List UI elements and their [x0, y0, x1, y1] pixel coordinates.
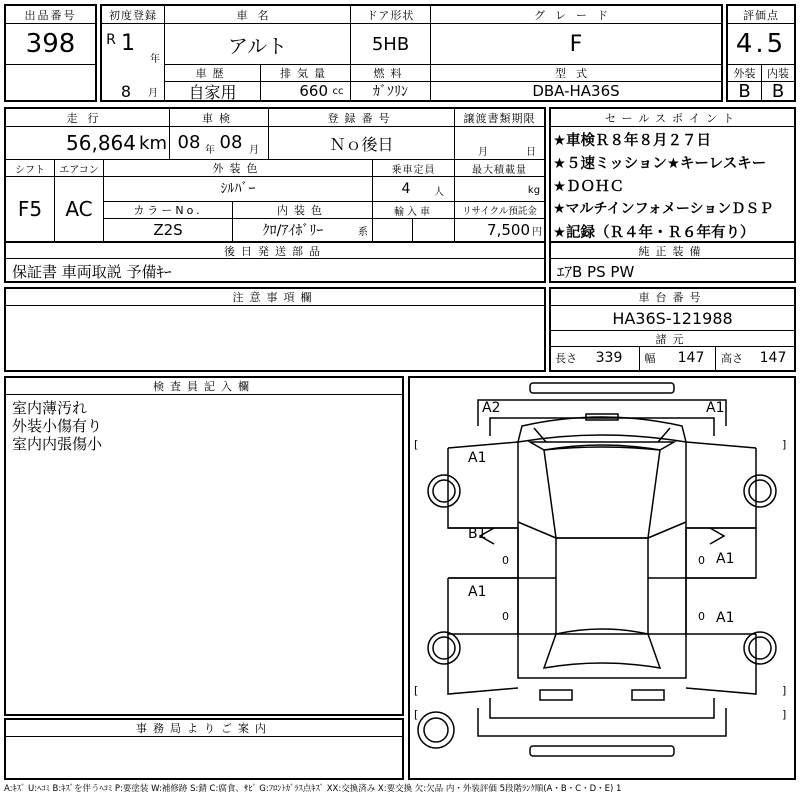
height: 147 — [759, 350, 787, 366]
inspect-label: 車検 — [170, 109, 268, 126]
bracket-right: ] — [782, 684, 787, 697]
sales-point: ★記録（Ｒ４年・Ｒ６年有り） — [553, 225, 755, 241]
shift-label: シフト — [15, 164, 45, 176]
capacity: 4 — [401, 181, 411, 197]
equipment: ｴｱB PS PW — [557, 263, 635, 281]
zero-mark: 0 — [502, 554, 509, 567]
vehicle-info-box — [4, 107, 546, 243]
width-label: 幅 — [644, 352, 656, 365]
displacement: 660 — [299, 82, 328, 100]
recycle-label: リサイクル預託金 — [462, 206, 537, 217]
transfer-month: 月 — [478, 146, 488, 158]
equipment-box — [549, 241, 796, 283]
inspector-note: 室内薄汚れ — [12, 399, 88, 417]
grade: F — [569, 31, 583, 57]
width: 147 — [677, 350, 705, 366]
shift: F5 — [17, 197, 43, 221]
int-grade: B — [771, 80, 785, 102]
exterior-color: ｼﾙﾊﾞｰ — [220, 181, 256, 197]
first-reg-year: 1 — [121, 30, 135, 56]
colorno-label: カラーNo. — [104, 202, 232, 218]
lot-box — [4, 4, 97, 102]
disp-label: 排気量 — [261, 65, 350, 81]
interior-label: 内装色 — [233, 202, 372, 218]
inspector-label: 検査員記入欄 — [6, 378, 402, 394]
name-label: 車名 — [165, 6, 350, 23]
door-type: 5HB — [371, 33, 410, 55]
damage-mark: A1 — [468, 584, 487, 600]
recycle-unit: 円 — [532, 226, 542, 238]
damage-mark: A2 — [482, 400, 501, 416]
sales-label: セールスポイント — [551, 109, 794, 126]
inspector-note: 外装小傷有り — [12, 417, 103, 435]
zero-mark: 0 — [698, 554, 705, 567]
mileage-label: 走行 — [6, 109, 169, 126]
reg-number: Ｎｏ後日 — [329, 134, 394, 154]
mileage: 56,864 — [66, 131, 136, 155]
later-parts-label: 後日発送部品 — [6, 243, 544, 258]
sales-points-box — [549, 107, 796, 243]
load-label: 最大積載量 — [472, 164, 527, 176]
bracket-left: [ — [414, 438, 419, 451]
first-reg-era: R — [106, 32, 116, 48]
later-parts: 保証書 車両取説 予備ｷｰ — [12, 263, 172, 281]
damage-mark: A1 — [716, 551, 735, 567]
interior-color: ｸﾛ/ｱｲﾎﾞﾘｰ — [262, 223, 324, 239]
ac: AC — [65, 197, 93, 221]
fuel-label: 燃料 — [351, 65, 430, 81]
damage-mark: A1 — [716, 610, 735, 626]
bracket-left: [ — [414, 708, 419, 721]
notes-label: 注意事項欄 — [6, 289, 544, 305]
bracket-left: [ — [414, 684, 419, 697]
model: DBA-HA36S — [532, 82, 620, 100]
inspect-year: 08 — [177, 131, 201, 153]
mileage-unit: km — [139, 132, 167, 154]
zero-mark: 0 — [502, 610, 509, 623]
chassis-box — [549, 287, 796, 372]
length: 339 — [595, 350, 623, 366]
history-label: 車歴 — [165, 65, 260, 81]
ac-label: エアコン — [59, 164, 99, 176]
ext-grade: B — [738, 80, 751, 102]
height-label: 高さ — [721, 352, 743, 365]
grade-label: グレード — [431, 6, 721, 23]
inspect-month: 08 — [219, 131, 243, 153]
capacity-label: 乗車定員 — [391, 164, 436, 176]
damage-mark: A1 — [468, 450, 487, 466]
dims-label: 諸元 — [551, 331, 794, 346]
bracket-right: ] — [782, 708, 787, 721]
first-reg-label: 初度登録 — [102, 6, 164, 23]
inspect-month-unit: 月 — [249, 144, 259, 156]
damage-diagram-box — [408, 376, 796, 780]
ext-label: 外装 — [728, 65, 761, 81]
score-label: 評価点 — [728, 6, 794, 23]
interior-unit: 系 — [358, 226, 368, 238]
later-parts-box — [4, 241, 546, 283]
damage-mark: B1 — [468, 526, 487, 542]
lot-label: 出品番号 — [6, 6, 95, 23]
office-box — [4, 718, 404, 780]
sales-point: ★５速ミッション★キーレスキー — [553, 156, 767, 172]
damage-legend: A:ｷｽﾞ U:ﾍｺﾐ B:ｷｽﾞを伴うﾍｺﾐ P:要塗装 W:補修跡 S:錆 C:腐食、ｻﾋﾞ G:ﾌﾛﾝﾄｶﾞﾗｽ点ｷｽﾞ XX:交換済み X:要交換 欠:欠品 内・外装評価 5段階ﾗﾝｸ順(A・B・C・D・E) 1 — [4, 784, 622, 794]
transfer-day: 日 — [526, 146, 536, 158]
score: 4.5 — [735, 29, 787, 59]
history: 自家用 — [188, 82, 237, 102]
int-label: 内装 — [762, 65, 794, 81]
import-label: 輸入車 — [394, 206, 433, 218]
sales-point: ★車検Ｒ８年８月２７日 — [553, 133, 711, 149]
main-header-box — [100, 4, 723, 102]
length-label: 長さ — [555, 352, 577, 365]
first-reg-month: 8 — [120, 81, 132, 101]
car-name: アルト — [227, 33, 288, 58]
capacity-unit: 人 — [434, 186, 444, 198]
notes-box — [4, 287, 546, 372]
sales-point: ★マルチインフォメーションＤＳＰ — [553, 201, 774, 217]
recycle-fee: 7,500 — [487, 221, 530, 239]
color-number: Z2S — [153, 221, 183, 239]
chassis-label: 車台番号 — [551, 289, 794, 305]
month-unit: 月 — [148, 87, 158, 99]
model-label: 型式 — [431, 65, 721, 81]
zero-mark: 0 — [698, 610, 705, 623]
disp-unit: cc — [332, 85, 344, 97]
score-box — [726, 4, 796, 102]
regno-label: 登録番号 — [269, 109, 454, 126]
fuel: ｶﾞｿﾘﾝ — [373, 84, 408, 100]
car-diagram — [410, 378, 794, 778]
chassis-number: HA36S-121988 — [612, 308, 733, 328]
bracket-right: ] — [782, 438, 787, 451]
load-unit: kg — [527, 184, 541, 196]
sales-point: ★ＤＯＨＣ — [553, 179, 624, 195]
transfer-label: 譲渡書類期限 — [455, 109, 544, 126]
lot-number: 398 — [25, 29, 76, 59]
damage-mark: A1 — [706, 400, 725, 416]
office-label: 事務局よりご案内 — [6, 720, 402, 736]
inspect-year-unit: 年 — [205, 144, 215, 156]
color-label: 外装色 — [104, 160, 372, 176]
inspector-box — [4, 376, 404, 716]
door-label: ドア形状 — [351, 6, 430, 23]
inspector-note: 室内内張傷小 — [12, 435, 103, 453]
year-unit: 年 — [150, 53, 160, 65]
equipment-label: 純正装備 — [551, 243, 794, 258]
